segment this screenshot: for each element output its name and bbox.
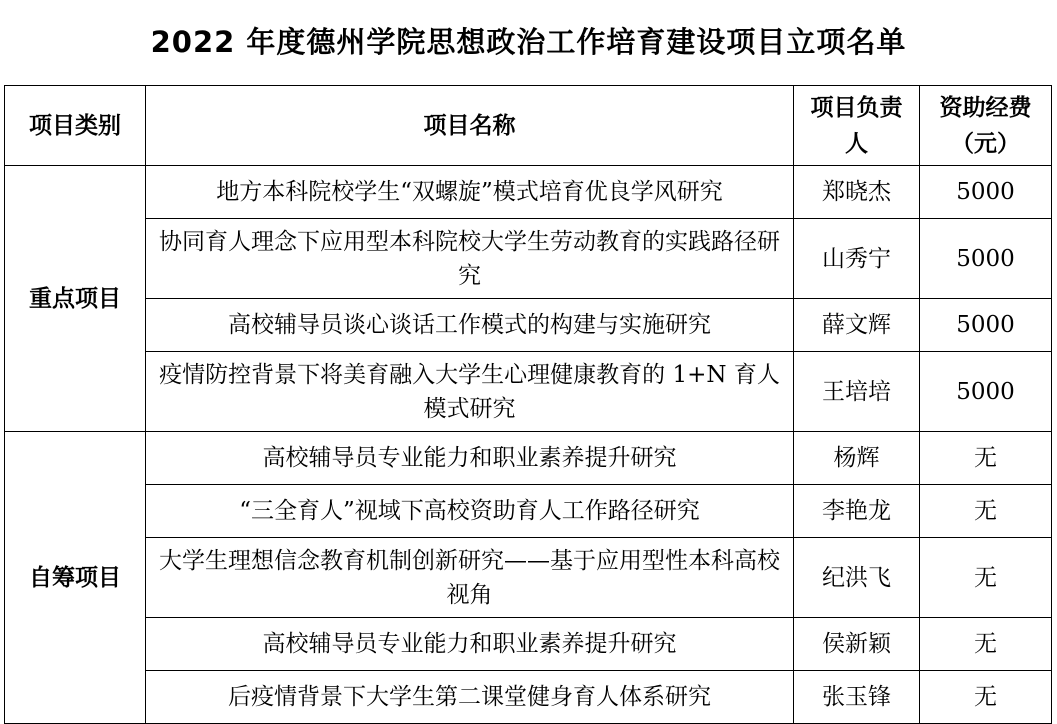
header-category: 项目类别 [5, 86, 146, 166]
leader-cell: 张玉锋 [794, 671, 920, 724]
table-row [5, 618, 1052, 671]
leader-cell: 纪洪飞 [794, 538, 920, 618]
funding-cell: 5000 [920, 166, 1052, 219]
leader-cell: 侯新颖 [794, 618, 920, 671]
project-name-cell: 大学生理想信念教育机制创新研究——基于应用型性本科高校视角 [146, 538, 794, 618]
funding-cell: 5000 [920, 299, 1052, 352]
project-name-cell: “三全育人”视域下高校资助育人工作路径研究 [146, 485, 794, 538]
leader-cell: 薛文辉 [794, 299, 920, 352]
table-row [5, 219, 1052, 299]
funding-cell: 无 [920, 671, 1052, 724]
table-row [5, 538, 1052, 618]
project-name-cell: 地方本科院校学生“双螺旋”模式培育优良学风研究 [146, 166, 794, 219]
header-project-name: 项目名称 [146, 86, 794, 166]
leader-cell: 杨辉 [794, 432, 920, 485]
table-row [5, 432, 1052, 485]
project-name-cell: 疫情防控背景下将美育融入大学生心理健康教育的 1+N 育人模式研究 [146, 352, 794, 432]
project-name-cell: 后疫情背景下大学生第二课堂健身育人体系研究 [146, 671, 794, 724]
leader-cell: 王培培 [794, 352, 920, 432]
table-row [5, 166, 1052, 219]
funding-cell: 5000 [920, 352, 1052, 432]
project-name-cell: 高校辅导员专业能力和职业素养提升研究 [146, 432, 794, 485]
funding-cell: 无 [920, 432, 1052, 485]
category-cell-key: 重点项目 [5, 166, 146, 432]
leader-cell: 郑晓杰 [794, 166, 920, 219]
funding-cell: 5000 [920, 219, 1052, 299]
funding-cell: 无 [920, 538, 1052, 618]
header-funding: 资助经费（元） [920, 86, 1052, 166]
project-name-cell: 高校辅导员谈心谈话工作模式的构建与实施研究 [146, 299, 794, 352]
funding-cell: 无 [920, 485, 1052, 538]
table-row [5, 299, 1052, 352]
table-row [5, 485, 1052, 538]
project-table [4, 85, 1052, 724]
project-name-cell: 协同育人理念下应用型本科院校大学生劳动教育的实践路径研究 [146, 219, 794, 299]
document-title: 2022 年度德州学院思想政治工作培育建设项目立项名单 [150, 25, 907, 59]
table-row [5, 671, 1052, 724]
leader-cell: 山秀宁 [794, 219, 920, 299]
leader-cell: 李艳龙 [794, 485, 920, 538]
table-row [5, 352, 1052, 432]
header-leader: 项目负责人 [794, 86, 920, 166]
funding-cell: 无 [920, 618, 1052, 671]
table-header-row [5, 86, 1052, 166]
category-cell-self-funded: 自筹项目 [5, 432, 146, 724]
project-name-cell: 高校辅导员专业能力和职业素养提升研究 [146, 618, 794, 671]
